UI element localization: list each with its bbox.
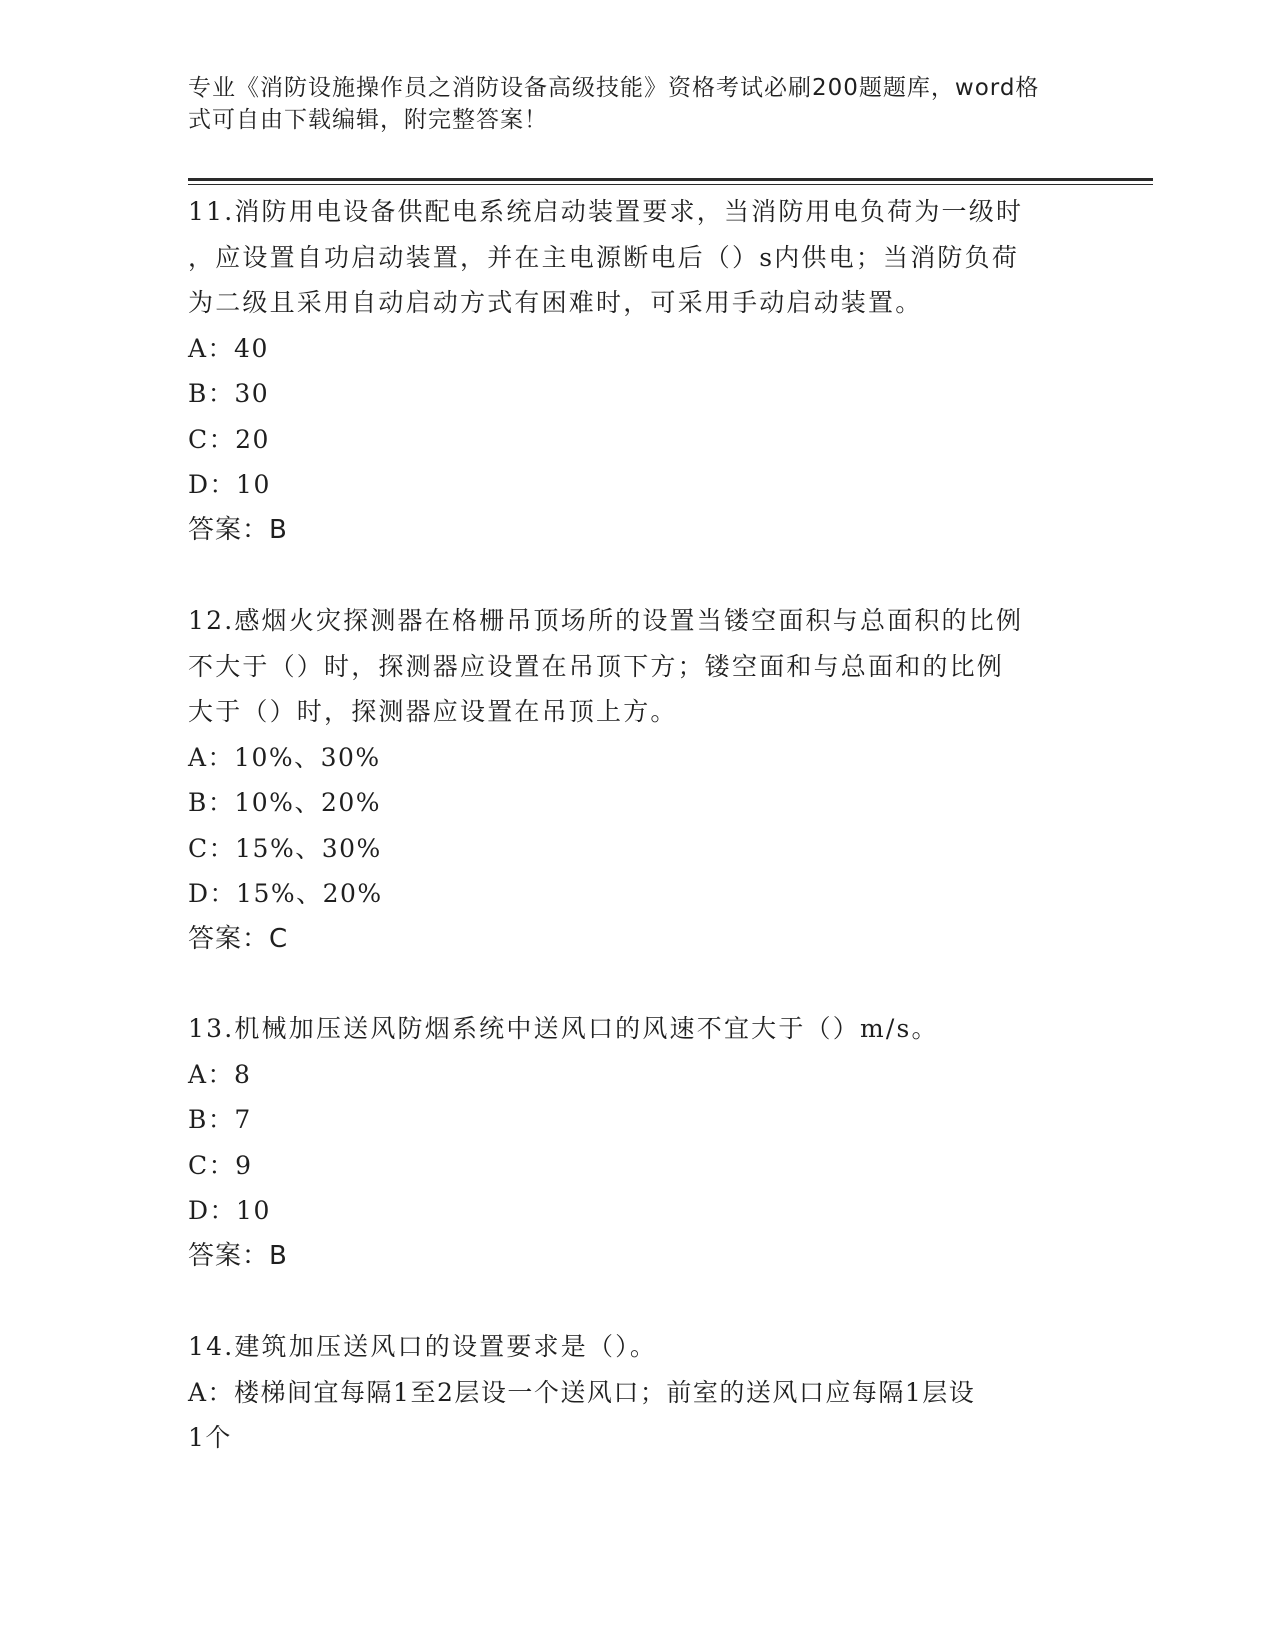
question-14 <box>188 1324 1088 1461</box>
option-a: A：40 <box>188 333 269 363</box>
question-12 <box>188 598 1088 962</box>
question-stem-line: ，应设置自功启动装置，并在主电源断电后（）s内供电；当消防负荷 <box>188 242 1020 272</box>
option-b: B：10%、20% <box>188 788 382 817</box>
document-header <box>188 72 1068 136</box>
option-c: C：15%、30% <box>188 833 382 863</box>
header-divider-thin <box>188 184 1153 185</box>
answer-line: 答案：B <box>188 1240 288 1271</box>
question-stem-line: 14.建筑加压送风口的设置要求是（）。 <box>188 1332 658 1361</box>
option-a: A：楼梯间宜每隔1至2层设一个送风口；前室的送风口应每隔1层设 <box>188 1377 976 1407</box>
header-line-2: 式可自由下载编辑，附完整答案！ <box>188 107 548 133</box>
header-line-1: 专业《消防设施操作员之消防设备高级技能》资格考试必刷200题题库，word格 <box>188 75 1040 101</box>
question-stem-line: 12.感烟火灾探测器在格栅吊顶场所的设置当镂空面积与总面积的比例 <box>188 606 1024 635</box>
option-a: A：10%、30% <box>188 742 381 772</box>
question-stem-line: 为二级且采用自动启动方式有困难时，可采用手动启动装置。 <box>188 288 923 317</box>
answer-line: 答案：B <box>188 514 288 545</box>
option-d: D：10 <box>188 470 271 499</box>
option-a: A：8 <box>188 1059 252 1089</box>
option-d: D：15%、20% <box>188 879 383 908</box>
answer-line: 答案：C <box>188 923 289 954</box>
option-b: B：30 <box>188 379 270 408</box>
question-stem-line: 不大于（）时，探测器应设置在吊顶下方；镂空面和与总面和的比例 <box>188 651 1005 681</box>
option-a-continued: 1个 <box>188 1423 232 1452</box>
question-13 <box>188 1006 1088 1279</box>
question-stem-line: 13.机械加压送风防烟系统中送风口的风速不宜大于（）m/s。 <box>188 1014 939 1043</box>
question-11 <box>188 189 1088 553</box>
option-b: B：7 <box>188 1105 252 1134</box>
question-stem-line: 11.消防用电设备供配电系统启动装置要求，当消防用电负荷为一级时 <box>188 197 1024 226</box>
option-c: C：20 <box>188 424 270 454</box>
option-c: C：9 <box>188 1150 253 1180</box>
header-divider-thick <box>188 178 1153 181</box>
question-stem-line: 大于（）时，探测器应设置在吊顶上方。 <box>188 697 678 726</box>
option-d: D：10 <box>188 1196 271 1225</box>
